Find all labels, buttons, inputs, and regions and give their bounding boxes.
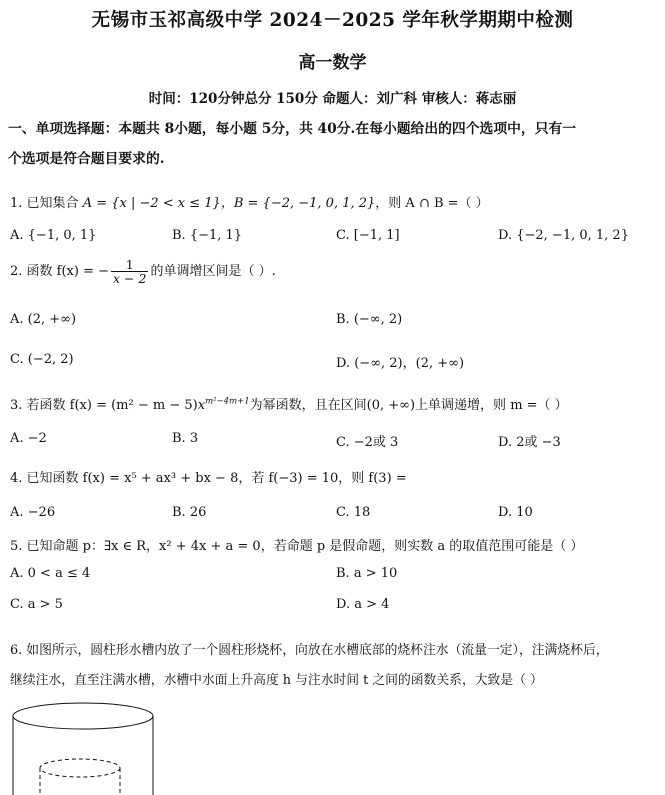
q5-option-d: D. a > 4 <box>336 597 390 612</box>
section-heading-line2: 个选项是符合题目要求的. <box>8 151 165 167</box>
q2-prefix: 2. 函数 f(x) = − <box>10 264 110 280</box>
question-5: 5. 已知命题 p：∃x ∈ R，x² + 4x + a = 0，若命题 p 是假命题，则实数 a 的取值范围可能是（ ） <box>10 539 584 554</box>
q2-suffix: 的单调增区间是（ ）. <box>150 264 276 280</box>
q1-suffix: ，则 A ∩ B =（ ） <box>375 196 489 211</box>
q4-option-b: B. 26 <box>172 505 207 520</box>
q2-option-c: C. (−2, 2) <box>10 352 74 367</box>
q1-set-a: A = {x | −2 < x ≤ 1} <box>82 196 221 211</box>
question-1 <box>10 192 489 211</box>
q2-frac-den: x − 2 <box>113 271 147 287</box>
question-2 <box>10 258 276 285</box>
q4-option-d: D. 10 <box>498 505 533 520</box>
question-6-line2: 继续注水，直至注满水槽，水槽中水面上升高度 h 与注水时间 t 之间的函数关系，大致是（ ） <box>10 673 543 688</box>
q3-exponent: m²−4m+1 <box>205 396 250 407</box>
exam-title: 无锡市玉祁高级中学 2024－2025 学年秋学期期中检测 <box>91 10 574 31</box>
q3-suffix: 为幂函数，且在区间(0, +∞)上单调递增，则 m =（ ） <box>249 398 568 413</box>
q3-option-a: A. −2 <box>10 431 47 446</box>
q2-frac-num: 1 <box>111 258 148 272</box>
question-3 <box>10 394 568 413</box>
q3-prefix: 3. 若函数 f(x) = (m² − m − 5) <box>10 398 198 413</box>
q2-option-d: D. (−∞, 2)，(2, +∞) <box>336 356 465 371</box>
q1-prefix: 1. 已知集合 <box>10 196 79 211</box>
q5-option-a: A. 0 < a ≤ 4 <box>10 566 91 581</box>
q1-option-c: C. [−1, 1] <box>336 228 400 243</box>
question-4: 4. 已知函数 f(x) = x⁵ + ax³ + bx − 8，若 f(−3) = 10，则 f(3) = <box>10 471 407 486</box>
tank-top-rim <box>13 703 153 729</box>
question-6-line1: 6. 如图所示，圆柱形水槽内放了一个圆柱形烧杯，向放在水槽底部的烧杯注水（流量一定），注满烧杯后， <box>10 643 609 658</box>
q2-option-b: B. (−∞, 2) <box>336 312 403 327</box>
q1-set-b: ，B = {−2, −1, 0, 1, 2} <box>220 196 376 211</box>
q4-option-a: A. −26 <box>10 505 56 520</box>
q5-option-b: B. a > 10 <box>336 566 398 581</box>
q1-option-b: B. {−1, 1} <box>172 228 243 243</box>
q1-option-d: D. {−2, −1, 0, 1, 2} <box>498 228 629 243</box>
q4-option-c: C. 18 <box>336 505 371 520</box>
q2-option-a: A. (2, +∞) <box>10 312 77 327</box>
q5-option-c: C. a > 5 <box>10 597 63 612</box>
q3-option-d: D. 2或 −3 <box>498 435 561 450</box>
q3-base: x <box>197 398 206 413</box>
q3-option-c: C. −2或 3 <box>336 435 399 450</box>
exam-meta: 时间：120分钟总分 150分 命题人：刘广科 审核人：蒋志丽 <box>148 91 517 107</box>
q3-option-b: B. 3 <box>172 431 199 446</box>
beaker-top-rim <box>40 759 120 777</box>
section-heading-line1: 一、单项选择题：本题共 8小题，每小题 5分，共 40分.在每小题给出的四个选项中，只有一 <box>8 121 577 137</box>
q1-option-a: A. {−1, 0, 1} <box>10 228 97 243</box>
exam-subtitle: 高一数学 <box>298 53 367 73</box>
q2-fraction <box>111 258 148 285</box>
cylinder-figure <box>8 700 168 795</box>
